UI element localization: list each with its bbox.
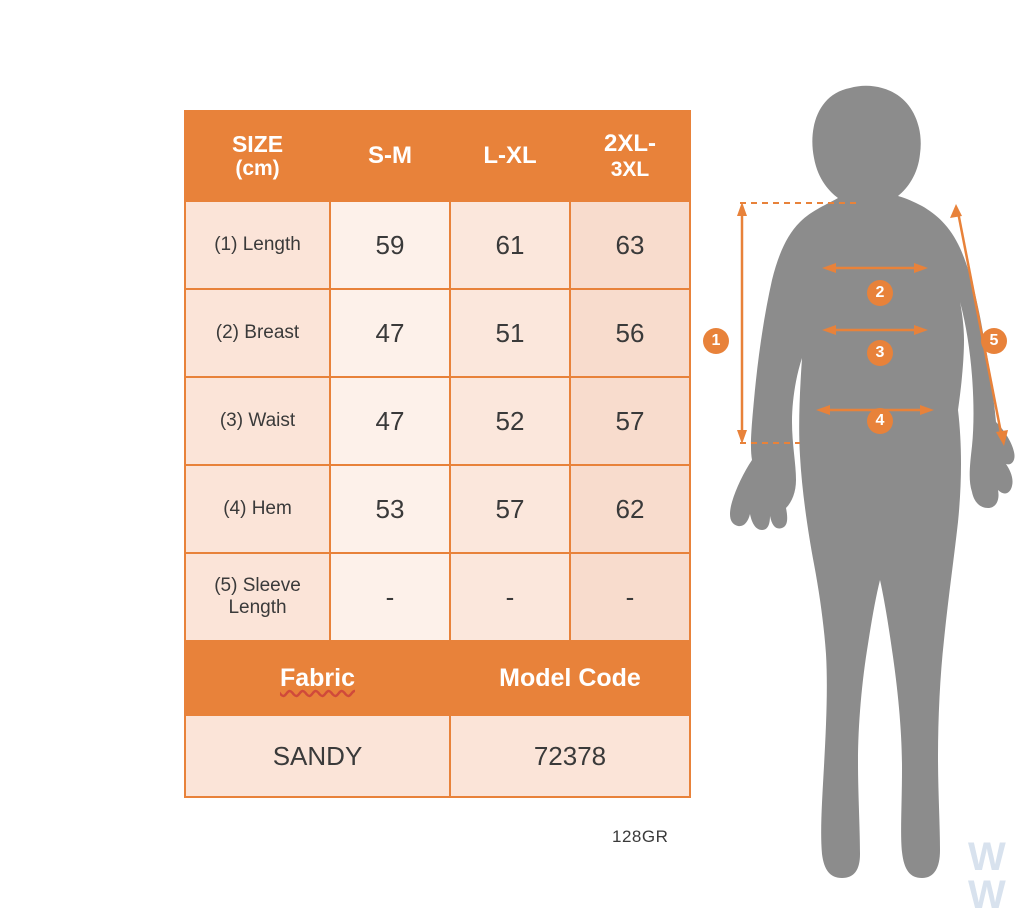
table-row [185,553,690,641]
measurement-badge-5: 5 [981,328,1007,354]
cell-breast-l-xl: 51 [450,289,570,377]
cell-sleeve-2xl-3xl: - [570,553,690,641]
column-header-size [185,111,330,201]
footer-value-model-code: 72378 [450,715,690,797]
measurement-badge-4: 4 [867,408,893,434]
measurement-figure-panel [700,40,1024,900]
arrow-head-sleeve-top [950,204,962,218]
table-row [185,465,690,553]
footer-label-fabric [185,641,450,715]
table-header [185,111,690,201]
cell-waist-2xl-3xl: 57 [570,377,690,465]
column-header-size-main: SIZE [231,130,284,157]
female-silhouette-diagram [700,40,1024,900]
cell-breast-2xl-3xl: 56 [570,289,690,377]
footer-label-fabric-text: Fabric [279,663,356,692]
row-label-length: (1) Length [185,201,330,289]
table-body [185,201,690,797]
cell-length-l-xl: 61 [450,201,570,289]
cell-waist-s-m: 47 [330,377,450,465]
row-label-sleeve-line2: Length [228,597,287,618]
table-row [185,289,690,377]
cell-sleeve-l-xl: - [450,553,570,641]
column-header-l-xl: L-XL [450,111,570,201]
column-header-2xl-3xl [570,111,690,201]
weight-note: 128GR [612,827,669,846]
cell-sleeve-s-m: - [330,553,450,641]
cell-breast-s-m: 47 [330,289,450,377]
female-silhouette-icon [730,86,1015,878]
column-header-s-m: S-M [330,111,450,201]
column-header-2xl: 2XL- [603,130,656,158]
measurement-badge-2: 2 [867,280,893,306]
footer-value-fabric: SANDY [185,715,450,797]
row-label-sleeve-length [185,553,330,641]
column-header-size-unit: (cm) [235,157,280,181]
cell-hem-s-m: 53 [330,465,450,553]
cell-hem-2xl-3xl: 62 [570,465,690,553]
cell-length-2xl-3xl: 63 [570,201,690,289]
table-footer-header-row [185,641,690,715]
table-row [185,201,690,289]
cell-hem-l-xl: 57 [450,465,570,553]
row-label-sleeve-line1: (5) Sleeve [214,575,301,597]
watermark: W W [968,835,1005,917]
column-header-3xl: 3XL [610,157,650,181]
row-label-breast: (2) Breast [185,289,330,377]
size-chart-table [184,110,691,798]
row-label-waist: (3) Waist [185,377,330,465]
footer-label-model-code: Model Code [450,641,690,715]
table-footer-value-row [185,715,690,797]
arrow-head-length-top [737,202,747,216]
row-label-hem: (4) Hem [185,465,330,553]
table-row [185,377,690,465]
cell-length-s-m: 59 [330,201,450,289]
measurement-badge-1: 1 [703,328,729,354]
table-header-row [185,111,690,201]
measurement-badge-3: 3 [867,340,893,366]
arrow-head-length-bottom [737,430,747,444]
cell-waist-l-xl: 52 [450,377,570,465]
